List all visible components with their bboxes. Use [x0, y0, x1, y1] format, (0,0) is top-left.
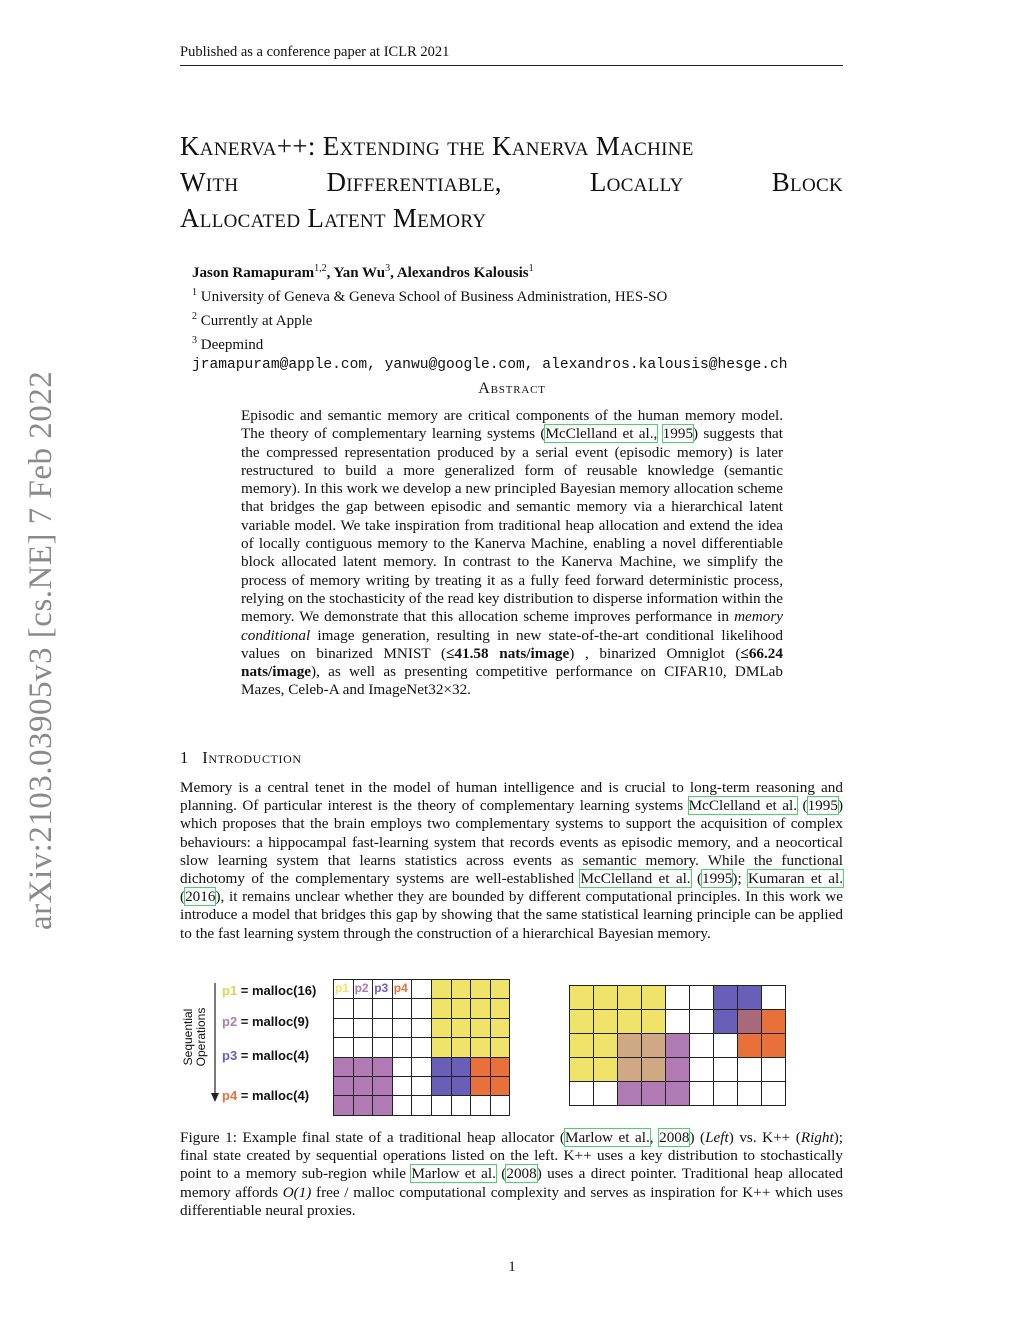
memory-cell — [451, 998, 472, 1018]
memory-cell — [665, 1033, 690, 1058]
abstract-text: ) , binarized Omniglot ( — [569, 644, 741, 662]
memory-cell — [353, 1095, 374, 1115]
memory-cell — [353, 979, 374, 999]
memory-cell — [490, 979, 511, 999]
citation-year-link[interactable]: 1995 — [662, 425, 694, 443]
memory-cell — [333, 979, 354, 999]
memory-cell — [569, 985, 594, 1010]
affil-sup: 1 — [192, 287, 197, 298]
citation-link[interactable]: McClelland et al. — [580, 870, 691, 888]
memory-cell — [593, 1081, 618, 1106]
malloc-op-p2 — [222, 1014, 309, 1029]
axis-label — [182, 1001, 208, 1073]
axis-label-line: Operations — [194, 1007, 208, 1067]
memory-cell — [451, 1018, 472, 1038]
figure-heap-allocator — [180, 975, 520, 1117]
malloc-call: = malloc(4) — [237, 1088, 310, 1103]
pointer-header-label: p1 — [335, 981, 350, 995]
memory-cell — [737, 985, 762, 1010]
malloc-call: = malloc(9) — [237, 1014, 310, 1029]
citation-link[interactable]: McClelland et al., — [545, 425, 658, 443]
author-emails: jramapuram@apple.com, yanwu@google.com, alexandros.kalousis@hesge.ch — [192, 357, 788, 373]
memory-cell — [451, 1037, 472, 1057]
memory-cell — [392, 979, 413, 999]
kpp-memory-grid — [569, 985, 785, 1105]
memory-cell — [761, 1033, 786, 1058]
memory-cell — [713, 1081, 738, 1106]
memory-cell — [372, 1018, 393, 1038]
title-word: With — [180, 167, 239, 197]
memory-cell — [372, 1057, 393, 1077]
memory-cell — [737, 1081, 762, 1106]
memory-cell — [737, 1057, 762, 1082]
citation-year-link[interactable]: 1995 — [807, 797, 838, 815]
abstract-result-mnist: ≤41.58 nats/image — [446, 644, 570, 662]
title-word: Locally — [589, 167, 684, 197]
memory-cell — [689, 1009, 714, 1034]
title-word: Block — [771, 167, 843, 197]
abstract-text: ), as well as presenting competitive performance on CIFAR10, DMLab Mazes, Celeb-A and ImageNet32×32. — [241, 663, 783, 699]
caption-emphasis: Left — [705, 1129, 729, 1146]
abstract-body — [241, 407, 783, 700]
memory-cell — [392, 1076, 413, 1096]
memory-cell — [451, 1057, 472, 1077]
introduction-paragraph: Memory is a central tenet in the model of human intelligence and is crucial to long-term reasoning and planning. Of particular interest is the theory of complementary learning systems McClelland et al. (1995) which proposes that the brain employs two complementary systems to support the acquisition of complex behaviours: a hippocampal fast-learning system that records events as episodic memory, and a neocortical slow learning system that learns statistics across events as semantic memory. While the functional dichotomy of the complementary systems are well-established McClelland et al. (1995); Kumaran et al. (2016), it remains unclear whether they are bounded by different computational principles. In this work we introduce a model that bridges this gap by showing that the same statistical learning principle can be applied to the fast learning system through the construction of a hierarchical Bayesian memory. — [180, 779, 843, 942]
memory-cell — [569, 1009, 594, 1034]
memory-cell — [372, 998, 393, 1018]
memory-cell — [593, 1033, 618, 1058]
memory-cell — [470, 979, 491, 999]
memory-cell — [761, 1081, 786, 1106]
memory-cell — [333, 1095, 354, 1115]
pointer-header-label: p3 — [374, 981, 389, 995]
author-block — [192, 259, 872, 375]
memory-cell — [490, 1018, 511, 1038]
affiliation-2 — [192, 307, 872, 331]
section-number: 1 — [180, 748, 189, 767]
caption-text: uses a direct pointer. Traditional heap allocated memory affords — [180, 1165, 843, 1201]
pointer-label: p1 — [222, 983, 238, 998]
memory-cell — [353, 1076, 374, 1096]
memory-cell — [641, 1033, 666, 1058]
malloc-op-p4 — [222, 1088, 309, 1103]
memory-cell — [470, 1057, 491, 1077]
running-header: Published as a conference paper at ICLR 2021 — [180, 44, 450, 60]
memory-cell — [490, 1095, 511, 1115]
section-title: Introduction — [202, 748, 302, 767]
memory-cell — [470, 1037, 491, 1057]
malloc-op-p1 — [222, 983, 316, 998]
intro-text: , it remains unclear whether they are bounded by different computational principles. In this work we introduce a model that bridges this gap by showing that the same statistical learning principle can be applied to the fast learning system through the construction of a hierarchical Bayesian memory. — [180, 888, 843, 942]
memory-cell — [689, 1081, 714, 1106]
intro-text: Memory is a central tenet in the model of human intelligence and is crucial to long-term reasoning and planning. Of particular interest is the theory of complementary learning systems — [180, 779, 843, 815]
memory-cell — [737, 1009, 762, 1034]
title-line-2 — [180, 164, 843, 200]
memory-cell — [431, 979, 452, 999]
affil-sup: 2 — [192, 311, 197, 322]
author-sep: , — [326, 265, 334, 281]
memory-cell — [451, 1095, 472, 1115]
memory-cell — [665, 985, 690, 1010]
abstract-emphasis: memory conditional — [241, 608, 783, 644]
memory-cell — [353, 1057, 374, 1077]
affil-sup: 3 — [192, 335, 197, 346]
memory-cell — [593, 1057, 618, 1082]
pointer-header-label: p2 — [354, 981, 369, 995]
memory-cell — [569, 1057, 594, 1082]
memory-cell — [451, 1076, 472, 1096]
title-word: Differentiable, — [326, 167, 502, 197]
figure-caption: Figure 1: Example final state of a traditional heap allocator (Marlow et al., 2008) (Left) vs. K++ (Right); final state created by sequential operations listed on the left. K++ uses a key distribution to stochastically point to a memory sub-region while Marlow et al. (2008) uses a direct pointer. Traditional heap allocated memory affords O(1) free / malloc computational complexity and serves as inspiration for K++ which uses differentiable neural proxies. — [180, 1129, 843, 1219]
memory-cell — [451, 979, 472, 999]
header-rule — [180, 65, 843, 66]
memory-cell — [333, 1076, 354, 1096]
title-line-3: Allocated Latent Memory — [180, 203, 487, 233]
memory-cell — [411, 1037, 432, 1057]
citation-year-link[interactable]: 2008 — [659, 1129, 690, 1146]
memory-cell — [689, 1033, 714, 1058]
citation-link[interactable]: McClelland et al. — [688, 797, 798, 815]
memory-cell — [431, 1057, 452, 1077]
pointer-label: p4 — [222, 1088, 238, 1103]
author-name: Alexandros Kalousis — [396, 265, 529, 281]
citation-year-link[interactable]: 2016 — [185, 888, 216, 906]
memory-cell — [353, 998, 374, 1018]
memory-cell — [470, 1095, 491, 1115]
author-affil-sup: 3 — [385, 263, 391, 274]
memory-cell — [470, 998, 491, 1018]
memory-cell — [353, 1018, 374, 1038]
figure-kpp-allocation — [569, 985, 785, 1105]
author-name: Jason Ramapuram — [192, 265, 315, 281]
memory-cell — [689, 1057, 714, 1082]
affil-text: University of Geneva & Geneva School of Business Administration, HES-SO — [200, 289, 668, 305]
memory-cell — [761, 1009, 786, 1034]
memory-cell — [617, 1057, 642, 1082]
citation-year-link[interactable]: 2008 — [506, 1165, 537, 1183]
intro-text: which proposes that the brain employs two complementary systems to support the acquisition of complex behaviours: a hippocampal fast-learning system that records events as episodic memory, and a neocortical slow learning system that learns statistics across events as semantic memory. While the functional dichotomy of the complementary systems are well-established — [180, 815, 843, 888]
page-number: 1 — [508, 1259, 516, 1275]
caption-text: ) vs. K++ ( — [728, 1129, 801, 1146]
memory-cell — [737, 1033, 762, 1058]
affil-text: Deepmind — [200, 337, 264, 353]
memory-cell — [392, 1018, 413, 1038]
author-affil-sup: 1 — [528, 263, 534, 274]
memory-cell — [431, 1095, 452, 1115]
memory-cell — [713, 1009, 738, 1034]
abstract-result-omniglot: ≤66.24 nats/image — [241, 644, 783, 681]
memory-cell — [665, 1057, 690, 1082]
memory-cell — [641, 1081, 666, 1106]
abstract-text: Episodic and semantic memory are critical components of the human memory model. The theory of complementary learning systems ( — [241, 407, 783, 443]
memory-cell — [431, 998, 452, 1018]
caption-math: O(1) — [282, 1183, 312, 1201]
affiliation-3 — [192, 331, 872, 355]
affil-text: Currently at Apple — [200, 313, 313, 329]
memory-cell — [392, 1095, 413, 1115]
memory-cell — [617, 1009, 642, 1034]
memory-cell — [569, 1033, 594, 1058]
memory-cell — [470, 1076, 491, 1096]
memory-cell — [411, 1057, 432, 1077]
memory-cell — [411, 979, 432, 999]
caption-text: Figure 1: Example final state of a traditional heap allocator ( — [180, 1129, 565, 1146]
memory-cell — [333, 1037, 354, 1057]
caption-text: ); final state created by sequential operations listed on the left. K++ uses a key distribution to stochastically point to a memory sub-region while — [180, 1129, 843, 1183]
author-names — [192, 259, 872, 283]
memory-cell — [470, 1018, 491, 1038]
memory-cell — [333, 998, 354, 1018]
malloc-call: = malloc(16) — [237, 983, 317, 998]
memory-cell — [431, 1018, 452, 1038]
pointer-header-label: p4 — [393, 981, 408, 995]
memory-cell — [713, 1033, 738, 1058]
memory-cell — [372, 1037, 393, 1057]
caption-emphasis: Right — [800, 1129, 834, 1146]
memory-cell — [641, 985, 666, 1010]
memory-cell — [490, 1037, 511, 1057]
memory-cell — [761, 985, 786, 1010]
citation-link[interactable]: Marlow et al. — [564, 1129, 650, 1146]
memory-cell — [411, 1095, 432, 1115]
memory-cell — [333, 1057, 354, 1077]
memory-cell — [713, 1057, 738, 1082]
caption-text: free / malloc computational complexity and serves as inspiration for K++ which uses differentiable neural proxies. — [180, 1183, 843, 1219]
malloc-op-p3 — [222, 1048, 309, 1063]
axis-label-line: Sequential — [181, 1008, 195, 1066]
memory-cell — [372, 1095, 393, 1115]
author-sep: , — [390, 265, 397, 281]
abstract-text: image generation, resulting in new state-of-the-art conditional likelihood values on binarized MNIST ( — [241, 626, 783, 662]
memory-cell — [761, 1057, 786, 1082]
memory-cell — [353, 1037, 374, 1057]
memory-cell — [372, 979, 393, 999]
memory-cell — [411, 1018, 432, 1038]
memory-cell — [569, 1081, 594, 1106]
citation-link[interactable]: Marlow et al. — [411, 1165, 496, 1183]
memory-cell — [713, 985, 738, 1010]
memory-cell — [593, 1009, 618, 1034]
memory-cell — [641, 1009, 666, 1034]
memory-cell — [490, 1057, 511, 1077]
author-name: Yan Wu — [333, 265, 386, 281]
memory-cell — [617, 1081, 642, 1106]
memory-cell — [617, 985, 642, 1010]
memory-cell — [411, 1076, 432, 1096]
citation-year-link[interactable]: 1995 — [702, 870, 733, 888]
caption-text: ) ( — [689, 1129, 706, 1146]
memory-cell — [593, 985, 618, 1010]
pointer-label: p3 — [222, 1048, 238, 1063]
memory-cell — [431, 1037, 452, 1057]
title-line-1: Kanerva++: Extending the Kanerva Machine — [180, 131, 694, 161]
memory-cell — [689, 985, 714, 1010]
arxiv-stamp: arXiv:2103.03905v3 [cs.NE] 7 Feb 2022 — [23, 370, 59, 930]
memory-cell — [392, 998, 413, 1018]
memory-cell — [411, 998, 432, 1018]
author-affil-sup: 1,2 — [314, 263, 327, 274]
affiliation-1 — [192, 283, 872, 307]
memory-cell — [490, 1076, 511, 1096]
memory-cell — [431, 1076, 452, 1096]
abstract-text: ) suggests that the compressed representation produced by a serial event (episodic memory) is later restructured to build a more generalized form of reusable knowledge (semantic memory). In this work we develop a new principled Bayesian memory allocation scheme that bridges the gap between episodic and semantic memory via a hierarchical latent variable model. We take inspiration from traditional heap allocation and extend the idea of locally contiguous memory to the Kanerva Machine, enabling a novel differentiable block allocated latent memory. In contrast to the Kanerva Machine, we simplify the process of memory writing by treating it as a fully feed forward deterministic process, relying on the stochasticity of the read key distribution to disperse information within the memory. We demonstrate that this allocation scheme improves performance in — [241, 425, 784, 626]
memory-cell — [333, 1018, 354, 1038]
memory-cell — [665, 1081, 690, 1106]
memory-cell — [665, 1009, 690, 1034]
down-arrow-icon — [210, 981, 220, 1103]
abstract-heading: Abstract — [478, 380, 546, 397]
citation-link[interactable]: Kumaran et al. — [748, 870, 843, 888]
memory-cell — [392, 1057, 413, 1077]
malloc-call: = malloc(4) — [237, 1048, 310, 1063]
memory-cell — [490, 998, 511, 1018]
memory-cell — [617, 1033, 642, 1058]
paper-title — [180, 128, 843, 236]
heap-memory-grid — [333, 979, 511, 1115]
memory-cell — [392, 1037, 413, 1057]
memory-cell — [641, 1057, 666, 1082]
pointer-label: p2 — [222, 1014, 238, 1029]
section-heading-introduction — [180, 748, 302, 768]
memory-cell — [372, 1076, 393, 1096]
